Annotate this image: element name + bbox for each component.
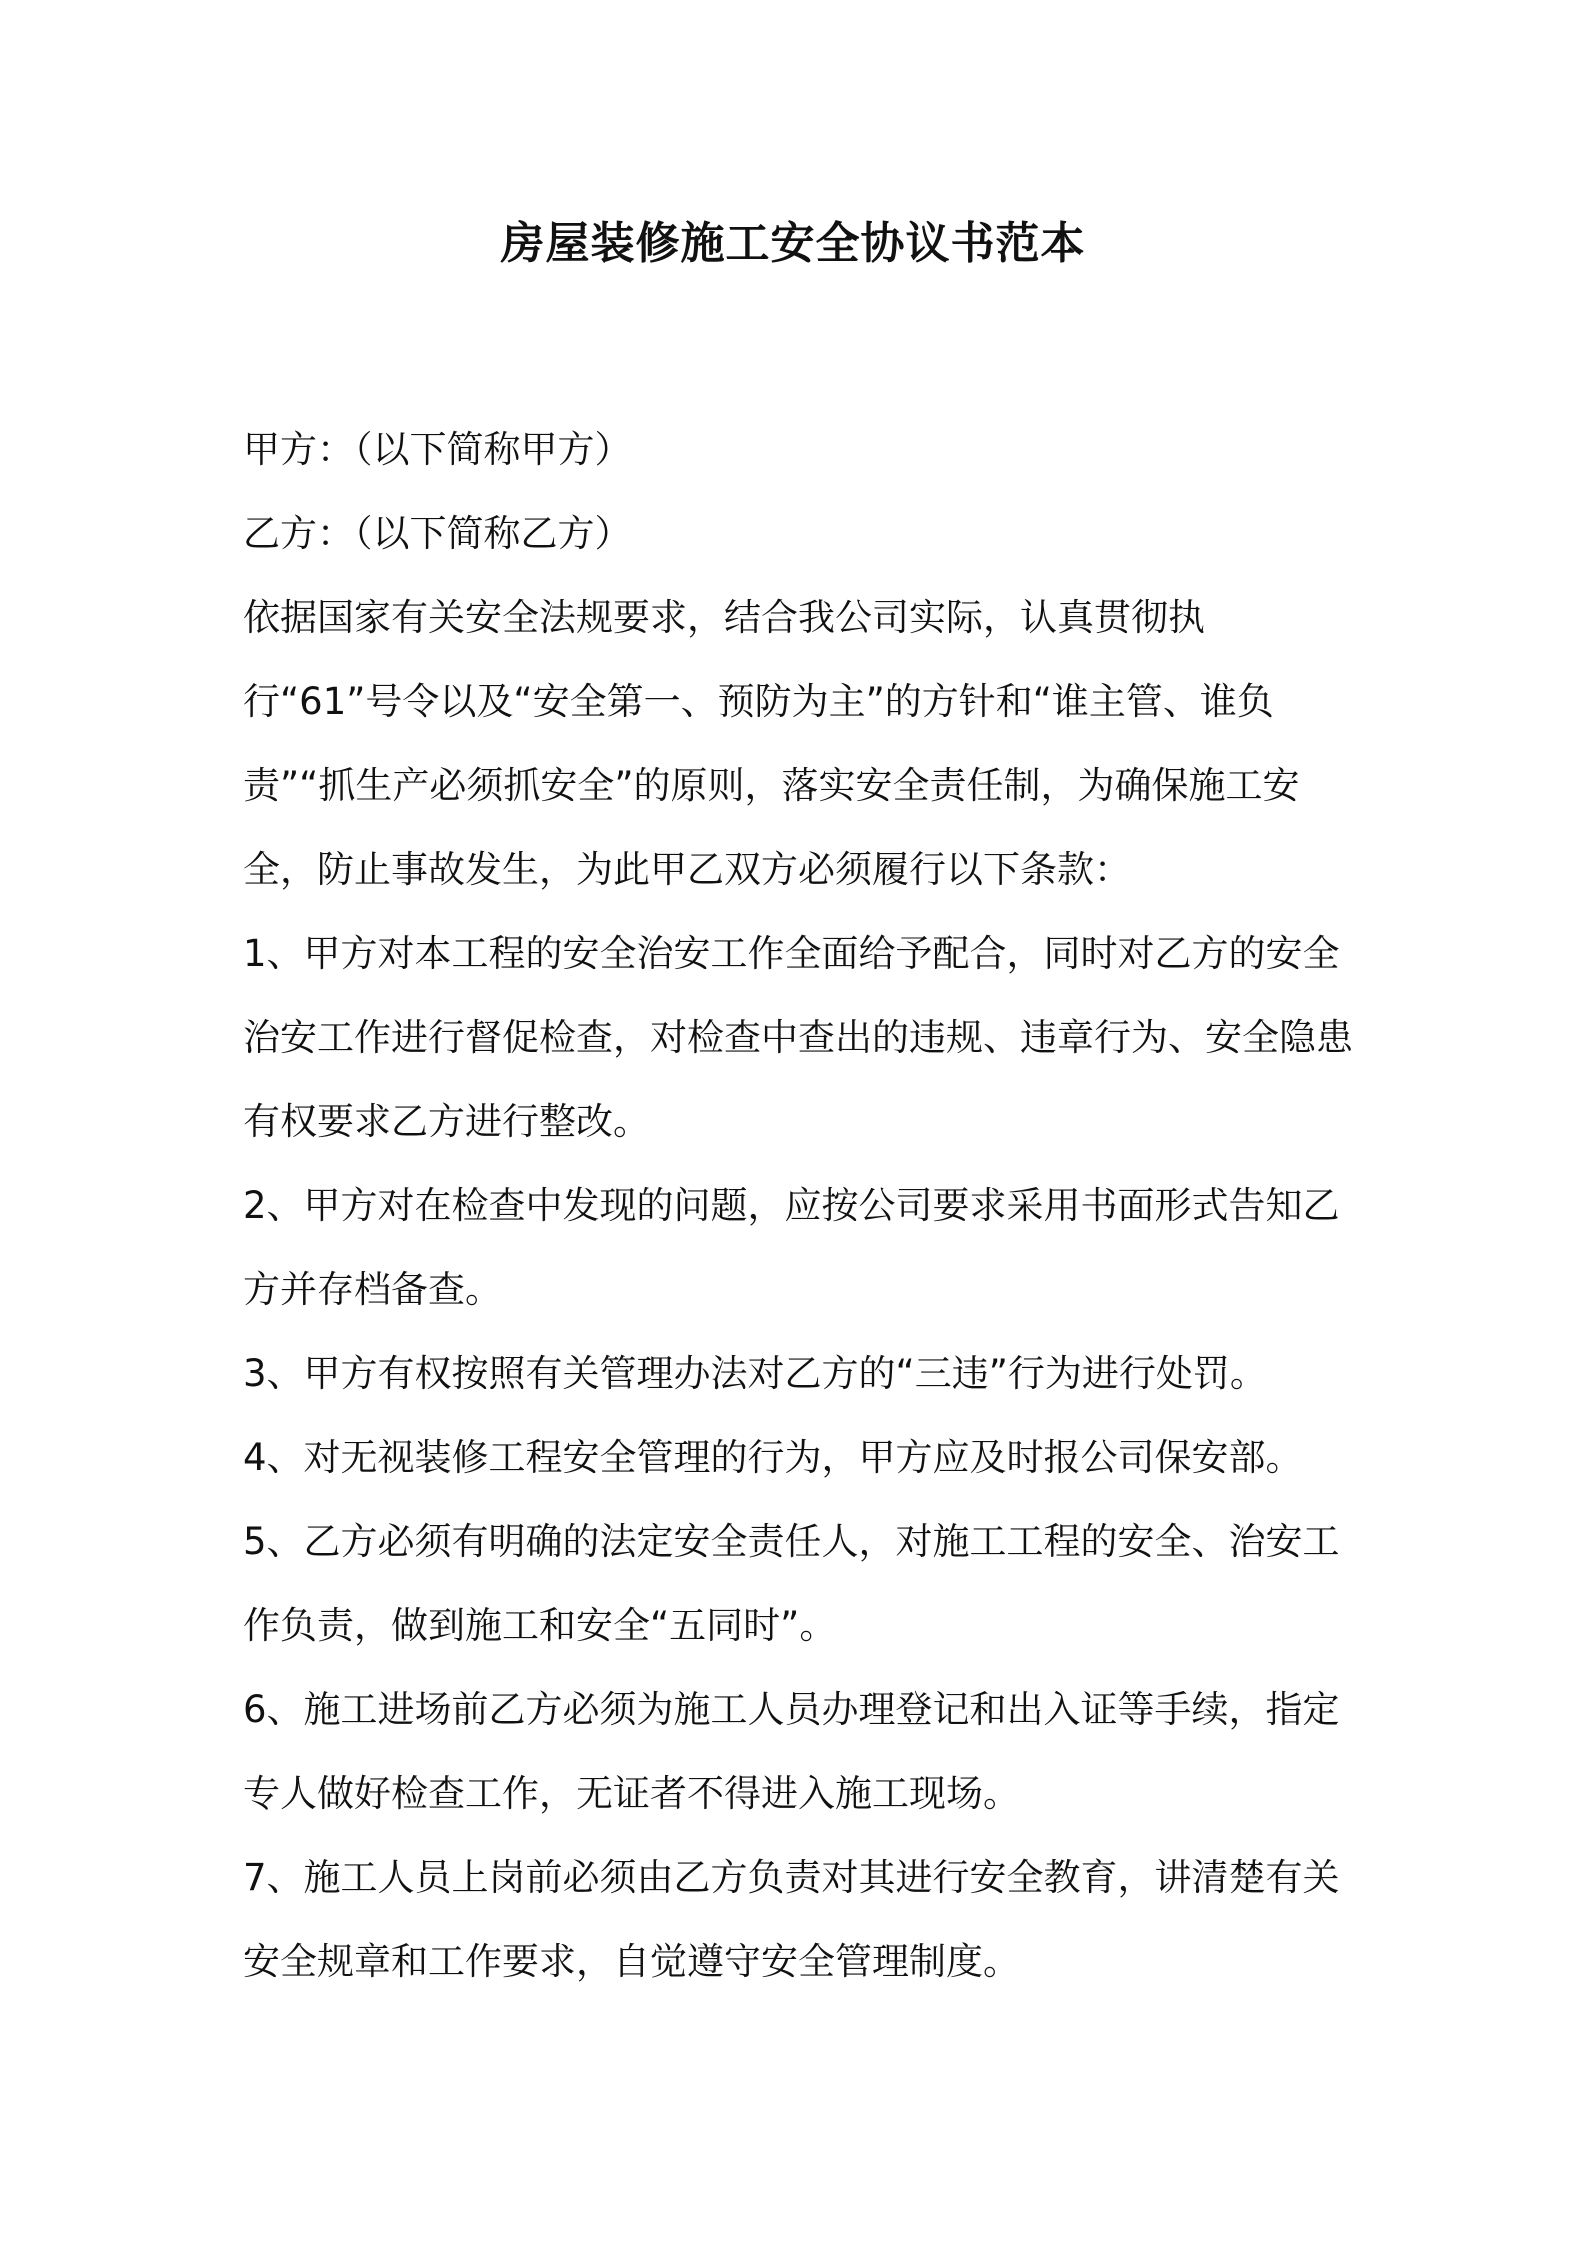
clause-4: 4、对无视装修工程安全管理的行为，甲方应及时报公司保安部。 <box>243 1436 1303 1479</box>
clause-3: 3、甲方有权按照有关管理办法对乙方的“三违”行为进行处罚。 <box>243 1352 1267 1395</box>
clause-2: 2、甲方对在检查中发现的问题，应按公司要求采用书面形式告知乙方并存档备查。 <box>243 1184 1340 1311</box>
party-a-line: 甲方：（以下简称甲方） <box>243 428 632 471</box>
clause-1: 1、甲方对本工程的安全治安工作全面给予配合，同时对乙方的安全治安工作进行督促检查，对检查中查出的违规、违章行为、安全隐患有权要求乙方进行整改。 <box>243 932 1353 1143</box>
clause-6: 6、施工进场前乙方必须为施工人员办理登记和出入证等手续，指定专人做好检查工作，无证者不得进入施工现场。 <box>243 1688 1340 1815</box>
clause-7: 7、施工人员上岗前必须由乙方负责对其进行安全教育，讲清楚有关安全规章和工作要求，自觉遵守安全管理制度。 <box>243 1856 1340 1983</box>
clause-5: 5、乙方必须有明确的法定安全责任人，对施工工程的安全、治安工作负责，做到施工和安全“五同时”。 <box>243 1520 1340 1647</box>
document-body <box>243 408 1353 2004</box>
document-title: 房屋装修施工安全协议书范本 <box>500 218 1086 269</box>
party-b-line: 乙方：（以下简称乙方） <box>243 512 632 555</box>
intro-paragraph: 依据国家有关安全法规要求，结合我公司实际，认真贯彻执行“61”号令以及“安全第一、预防为主”的方针和“谁主管、谁负责”“抓生产必须抓安全”的原则，落实安全责任制，为确保施工安全，防止事故发生，为此甲乙双方必须履行以下条款： <box>243 596 1300 891</box>
